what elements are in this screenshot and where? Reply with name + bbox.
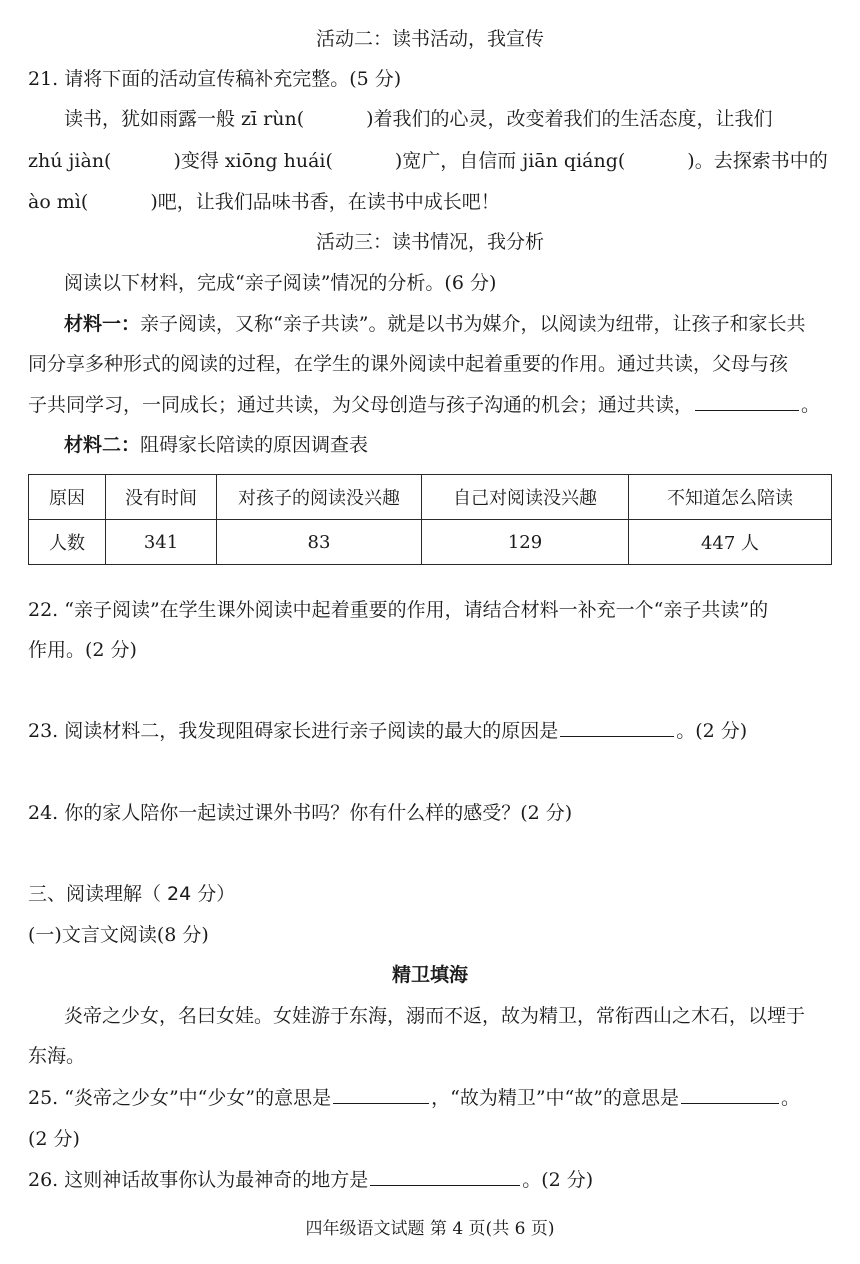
table-cell: 人数 (29, 520, 106, 565)
page-footer: 四年级语文试题 第 4 页(共 6 页) (305, 1219, 555, 1239)
q21-text: )吧，让我们品味书香，在读书中成长吧！ (150, 191, 500, 213)
table-cell: 对孩子的阅读没兴趣 (217, 475, 422, 520)
section-3-heading: 三、阅读理解（ 24 分） (28, 883, 236, 905)
activity3-intro: 阅读以下材料，完成“亲子阅读”情况的分析。(6 分) (64, 272, 497, 294)
question-25 (28, 1085, 832, 1111)
question-24: 24. 你的家人陪你一起读过课外书吗？你有什么样的感受？(2 分) (28, 802, 573, 824)
question-26 (28, 1167, 832, 1193)
answer-blank[interactable] (370, 1167, 520, 1186)
answer-blank[interactable] (695, 392, 799, 411)
q21-paragraph-line3 (28, 189, 832, 215)
classical-text-line1: 炎帝之少女，名曰女娃。女娃游于东海，溺而不返，故为精卫，常衔西山之木石，以堙于 (64, 1005, 806, 1027)
question-23 (28, 718, 832, 744)
question-22-line1: 22. “亲子阅读”在学生课外阅读中起着重要的作用，请结合材料一补充一个“亲子共读”的 (28, 599, 769, 621)
table-row (29, 475, 832, 520)
table-cell: 129 (422, 520, 629, 565)
q21-text: ào mì( (28, 191, 89, 213)
q21-text: zhú jiàn( (28, 150, 112, 172)
q21-text: )宽广，自信而 jiān qiáng( (394, 150, 626, 172)
q26-text: 。(2 分) (522, 1169, 594, 1191)
q21-paragraph-line2 (28, 148, 832, 174)
answer-blank[interactable] (333, 1085, 429, 1104)
q21-text: )着我们的心灵，改变着我们的生活态度，让我们 (366, 108, 773, 130)
q26-text: 26. 这则神话故事你认为最神奇的地方是 (28, 1169, 369, 1191)
material1-label: 材料一： (64, 313, 141, 335)
table-cell: 原因 (29, 475, 106, 520)
question-22-line2: 作用。(2 分) (28, 639, 137, 661)
material1-text: 亲子阅读，又称“亲子共读”。就是以书为媒介，以阅读为纽带，让孩子和家长共 (140, 313, 806, 335)
table-cell: 不知道怎么陪读 (629, 475, 832, 520)
q21-text: )变得 xiōng huái( (173, 150, 333, 172)
question-21: 21. 请将下面的活动宣传稿补充完整。(5 分) (28, 68, 402, 90)
material2-title: 阻碍家长陪读的原因调查表 (140, 434, 369, 456)
material1-line1 (64, 311, 832, 337)
activity3-heading: 活动三：读书情况，我分析 (315, 231, 544, 253)
q25-text: 。 (780, 1087, 800, 1109)
table-cell: 447 人 (629, 520, 832, 565)
table-cell: 83 (217, 520, 422, 565)
q25-text: 25. “炎帝之少女”中“少女”的意思是 (28, 1087, 332, 1109)
material1-text: 。 (801, 394, 821, 416)
table-row (29, 520, 832, 565)
q21-text: )。去探索书中的 (687, 150, 828, 172)
q23-text: 。(2 分) (676, 720, 748, 742)
q25-text: ，“故为精卫”中“故”的意思是 (431, 1087, 679, 1109)
question-25-score: (2 分) (28, 1128, 80, 1150)
answer-blank[interactable] (560, 718, 674, 737)
classical-text-line2: 东海。 (28, 1045, 86, 1067)
subsection-heading: (一)文言文阅读(8 分) (28, 924, 209, 946)
material2-label: 材料二： (64, 434, 141, 456)
material2-line (64, 432, 832, 458)
material1-line2: 同分享多种形式的阅读的过程，在学生的课外阅读中起着重要的作用。通过共读，父母与孩 (28, 353, 789, 375)
activity2-heading: 活动二：读书活动，我宣传 (315, 28, 544, 50)
q21-paragraph-line1 (64, 106, 832, 132)
material1-text: 子共同学习，一同成长；通过共读，为父母创造与孩子沟通的机会；通过共读， (28, 394, 694, 416)
survey-table (28, 474, 832, 565)
q23-text: 23. 阅读材料二，我发现阻碍家长进行亲子阅读的最大的原因是 (28, 720, 559, 742)
material1-line3 (28, 392, 832, 418)
answer-blank[interactable] (681, 1085, 779, 1104)
table-cell: 341 (106, 520, 217, 565)
poem-title: 精卫填海 (391, 964, 468, 986)
table-cell: 没有时间 (106, 475, 217, 520)
q21-text: 读书，犹如雨露一般 zī rùn( (64, 108, 305, 130)
table-cell: 自己对阅读没兴趣 (422, 475, 629, 520)
